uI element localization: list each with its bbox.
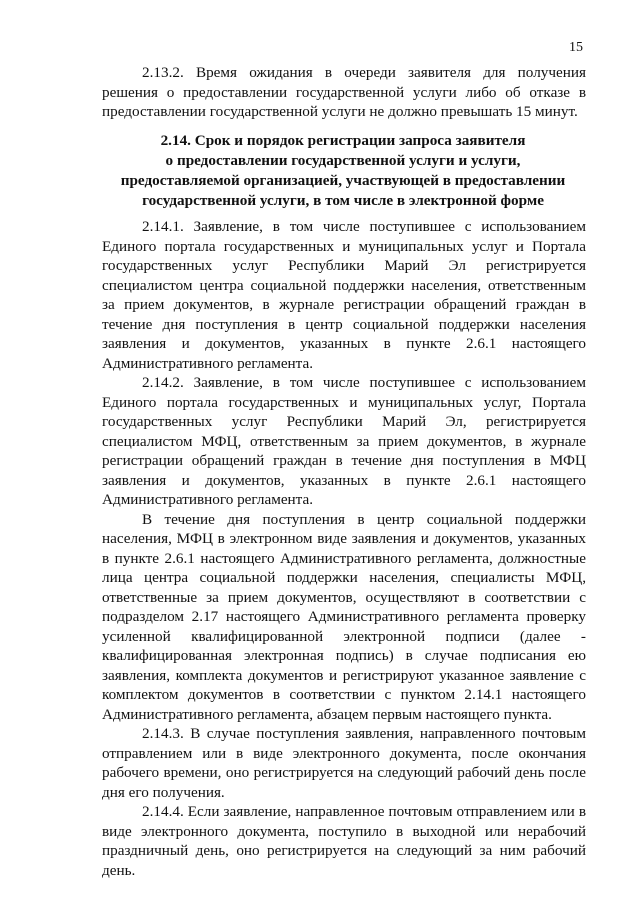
heading-line: государственной услуги, в том числе в электронной форме: [142, 192, 544, 209]
paragraph-2-14-4: 2.14.4. Если заявление, направленное почтовым отправлением или в виде электронного документа, поступило в выходной или нерабочий праздничный день, оно регистрируется на следующий за ним рабочий день.: [102, 803, 586, 879]
heading-line: 2.14. Срок и порядок регистрации запроса заявителя: [160, 132, 526, 149]
heading-line: предоставляемой организацией, участвующей в предоставлении: [120, 172, 566, 189]
paragraph-2-14-1: 2.14.1. Заявление, в том числе поступившее с использованием Единого портала государственных и муниципальных услуг и Портала государственных услуг Республики Марий Эл регистрируется специалистом центра социальной поддержки населения, ответственным за прием документов, в журнале регистрации обращений граждан в течение дня поступления в центр социальной поддержки населения заявления и документов, указанных в пункте 2.6.1 настоящего Административного регламента.: [102, 218, 586, 372]
paragraph-2-13-2: 2.13.2. Время ожидания в очереди заявителя для получения решения о предоставлении государственной услуги либо об отказе в предоставлении государственной услуги не должно превышать 15 минут.: [102, 64, 586, 120]
section-heading-2-14: [100, 131, 586, 211]
heading-line: о предоставлении государственной услуги и услуги,: [165, 152, 521, 169]
page-number: 15: [569, 40, 583, 55]
paragraph-electronic-submission: В течение дня поступления в центр социальной поддержки населения, МФЦ в электронном виде заявления и документов, указанных в пункте 2.6.1 настоящего Административного регламента, должностные лица центра социальной поддержки населения, специалисты МФЦ, ответственные за прием документов, осуществляют в соответствии с подразделом 2.17 настоящего Административного регламента проверку усиленной квалифицированной электронной подписи (далее - квалифицированная электронная подпись) в случае подписания ею заявления, комплекта документов и регистрируют указанное заявление с комплектом документов в соответствии с пунктом 2.14.1 настоящего Административного регламента, абзацем первым настоящего пункта.: [102, 510, 586, 723]
paragraph-2-14-2: 2.14.2. Заявление, в том числе поступившее с использованием Единого портала государственных и муниципальных услуг, Портала государственных услуг Республики Марий Эл, регистрируется специалистом МФЦ, ответственным за прием документов, в журнале регистрации обращений граждан в течение дня поступления в МФЦ заявления и документов, указанных в пункте 2.6.1 настоящего Административного регламента.: [102, 374, 586, 508]
section-body: [102, 217, 586, 880]
paragraph-2-14-3: 2.14.3. В случае поступления заявления, направленного почтовым отправлением или в виде электронного документа, после окончания рабочего времени, оно регистрируется на следующий рабочий день после дня его получения.: [102, 725, 586, 801]
